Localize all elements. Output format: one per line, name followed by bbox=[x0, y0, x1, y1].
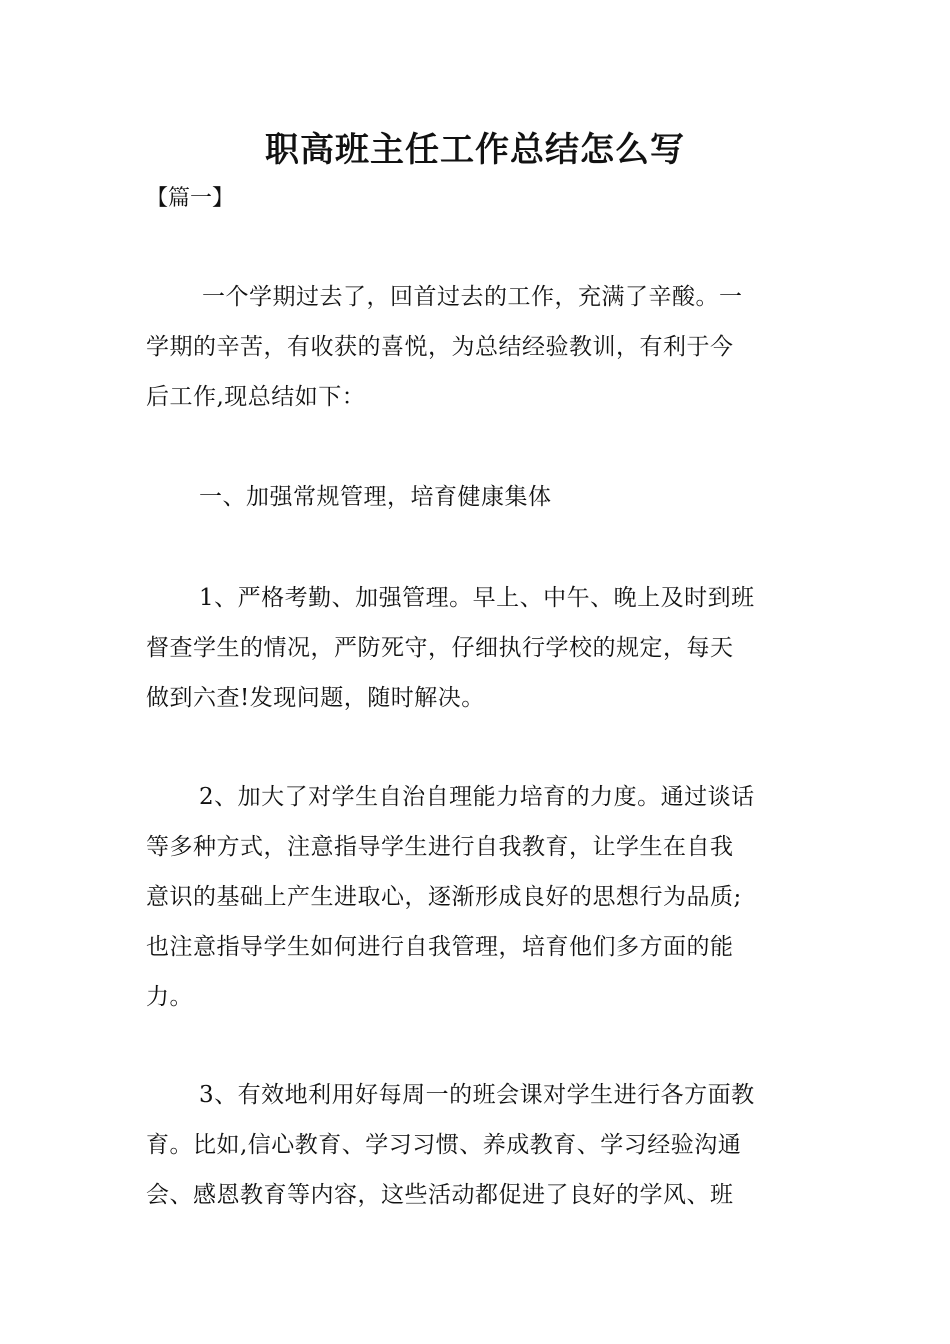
paragraph-line: 3、有效地利用好每周一的班会课对学生进行各方面教 bbox=[199, 1082, 755, 1108]
paragraph-item-1 bbox=[146, 573, 808, 723]
section-tag: 【篇一】 bbox=[146, 186, 235, 211]
paragraph-line: 等多种方式，注意指导学生进行自我教育，让学生在自我 bbox=[146, 834, 734, 860]
paragraph-line: 做到六查!发现问题，随时解决。 bbox=[146, 685, 485, 711]
document-title: 职高班主任工作总结怎么写 bbox=[265, 130, 685, 170]
paragraph-line: 学期的辛苦，有收获的喜悦，为总结经验教训，有利于今 bbox=[146, 334, 734, 360]
paragraph-item-2 bbox=[146, 772, 808, 1022]
paragraph-line: 督查学生的情况，严防死守，仔细执行学校的规定，每天 bbox=[146, 635, 734, 661]
paragraph-intro bbox=[146, 272, 808, 422]
heading-text: 一、加强常规管理，培育健康集体 bbox=[199, 484, 552, 510]
paragraph-line: 一个学期过去了，回首过去的工作，充满了辛酸。一 bbox=[202, 284, 743, 310]
paragraph-line: 后工作,现总结如下： bbox=[146, 384, 366, 410]
paragraph-line: 育。比如,信心教育、学习习惯、养成教育、学习经验沟通 bbox=[146, 1132, 742, 1158]
paragraph-line: 会、感恩教育等内容，这些活动都促进了良好的学风、班 bbox=[146, 1182, 734, 1208]
paragraph-line: 1、严格考勤、加强管理。早上、中午、晚上及时到班 bbox=[199, 585, 755, 611]
paragraph-line: 力。 bbox=[146, 984, 193, 1010]
paragraph-item-3 bbox=[146, 1070, 808, 1220]
paragraph-line: 2、加大了对学生自治自理能力培育的力度。通过谈话 bbox=[199, 784, 755, 810]
section-heading-1 bbox=[146, 472, 808, 522]
paragraph-line: 意识的基础上产生进取心，逐渐形成良好的思想行为品质; bbox=[146, 884, 742, 910]
paragraph-line: 也注意指导学生如何进行自我管理，培育他们多方面的能 bbox=[146, 934, 734, 960]
